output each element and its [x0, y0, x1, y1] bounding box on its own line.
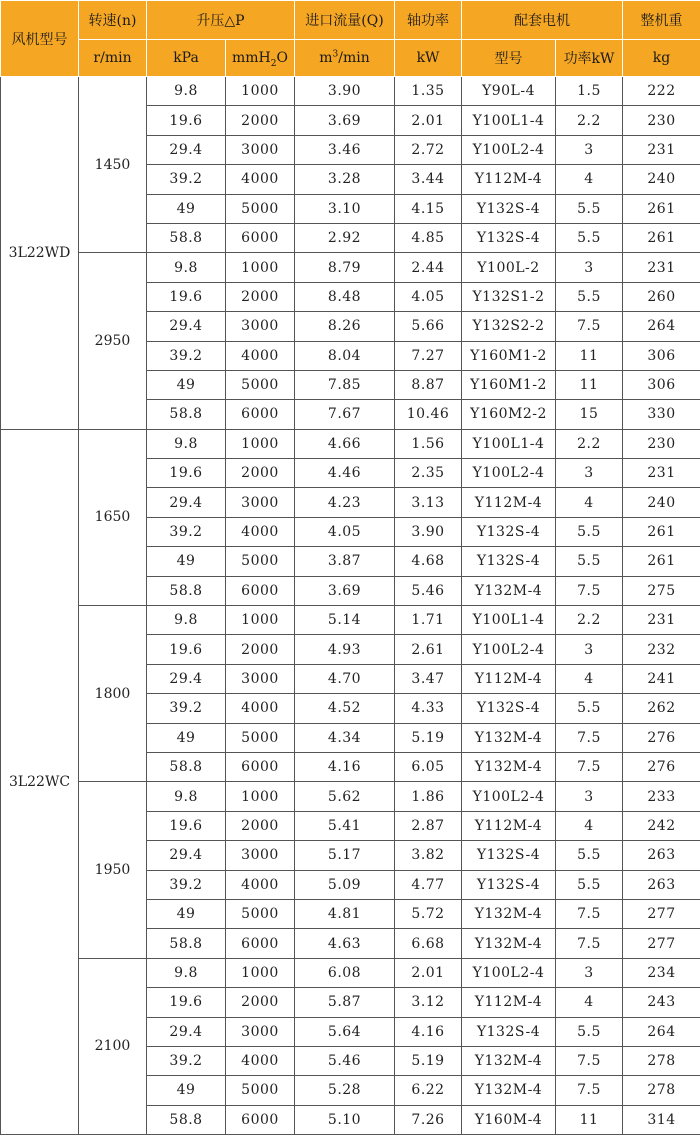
cell-kpa: 58.8: [147, 752, 226, 781]
cell-motor-power: 2.2: [556, 429, 623, 458]
cell-weight: 306: [623, 370, 700, 399]
cell-motor-power: 4: [556, 988, 623, 1017]
cell-kpa: 29.4: [147, 135, 226, 164]
cell-flow: 4.81: [295, 899, 395, 928]
header-motor-type: 型号: [462, 40, 556, 77]
table-row: [1, 782, 700, 811]
cell-weight: 261: [623, 194, 700, 223]
cell-shaft-power: 2.72: [395, 135, 462, 164]
header-mmh2o-unit: [226, 40, 295, 77]
cell-flow: 3.69: [295, 576, 395, 605]
cell-weight: 232: [623, 635, 700, 664]
cell-motor-power: 7.5: [556, 576, 623, 605]
cell-flow: 7.67: [295, 400, 395, 429]
cell-kpa: 19.6: [147, 459, 226, 488]
cell-flow: 6.08: [295, 958, 395, 987]
cell-motor-type: Y132M-4: [462, 1076, 556, 1105]
cell-shaft-power: 2.35: [395, 459, 462, 488]
cell-flow: 5.09: [295, 870, 395, 899]
cell-motor-type: Y100L1-4: [462, 606, 556, 635]
cell-flow: 4.93: [295, 635, 395, 664]
cell-shaft-power: 7.27: [395, 341, 462, 370]
cell-motor-power: 5.5: [556, 870, 623, 899]
cell-motor-power: 5.5: [556, 547, 623, 576]
table-header: [1, 1, 700, 77]
cell-shaft-power: 1.86: [395, 782, 462, 811]
cell-shaft-power: 3.44: [395, 165, 462, 194]
cell-kpa: 49: [147, 899, 226, 928]
cell-flow: 5.46: [295, 1046, 395, 1075]
cell-weight: 276: [623, 752, 700, 781]
cell-mmh2o: 3000: [226, 841, 295, 870]
cell-kpa: 58.8: [147, 1105, 226, 1134]
cell-motor-type: Y132M-4: [462, 576, 556, 605]
table-row: [1, 606, 700, 635]
cell-motor-type: Y132M-4: [462, 723, 556, 752]
cell-motor-power: 3: [556, 782, 623, 811]
cell-motor-type: Y100L2-4: [462, 135, 556, 164]
cell-motor-power: 2.2: [556, 606, 623, 635]
cell-weight: 233: [623, 782, 700, 811]
cell-weight: 314: [623, 1105, 700, 1134]
cell-shaft-power: 3.47: [395, 664, 462, 693]
cell-flow: 5.10: [295, 1105, 395, 1134]
cell-motor-type: Y132S-4: [462, 870, 556, 899]
table-row: [1, 77, 700, 106]
cell-shaft-power: 10.46: [395, 400, 462, 429]
cell-motor-type: Y112M-4: [462, 811, 556, 840]
header-pressure: 升压△P: [147, 1, 295, 40]
cell-flow: 5.28: [295, 1076, 395, 1105]
cell-mmh2o: 2000: [226, 988, 295, 1017]
cell-shaft-power: 4.85: [395, 223, 462, 252]
cell-weight: 242: [623, 811, 700, 840]
cell-flow: 5.64: [295, 1017, 395, 1046]
cell-fan-model: 3L22WD: [1, 77, 79, 430]
cell-mmh2o: 4000: [226, 694, 295, 723]
cell-shaft-power: 2.44: [395, 253, 462, 282]
cell-shaft-power: 4.33: [395, 694, 462, 723]
cell-kpa: 9.8: [147, 429, 226, 458]
cell-mmh2o: 5000: [226, 194, 295, 223]
cell-kpa: 39.2: [147, 341, 226, 370]
cell-shaft-power: 3.82: [395, 841, 462, 870]
cell-shaft-power: 6.68: [395, 929, 462, 958]
cell-mmh2o: 1000: [226, 429, 295, 458]
cell-motor-power: 7.5: [556, 899, 623, 928]
cell-motor-type: Y100L2-4: [462, 459, 556, 488]
cell-shaft-power: 6.22: [395, 1076, 462, 1105]
cell-kpa: 39.2: [147, 694, 226, 723]
cell-motor-type: Y100L-2: [462, 253, 556, 282]
cell-weight: 277: [623, 929, 700, 958]
cell-kpa: 19.6: [147, 988, 226, 1017]
header-motor: 配套电机: [462, 1, 623, 40]
cell-mmh2o: 4000: [226, 341, 295, 370]
cell-motor-type: Y112M-4: [462, 165, 556, 194]
cell-weight: 222: [623, 77, 700, 106]
cell-kpa: 58.8: [147, 400, 226, 429]
cell-flow: 4.23: [295, 488, 395, 517]
cell-speed: 1950: [79, 782, 147, 958]
cell-mmh2o: 6000: [226, 400, 295, 429]
header-speed: 转速(n): [79, 1, 147, 40]
cell-flow: 4.63: [295, 929, 395, 958]
cell-shaft-power: 4.77: [395, 870, 462, 899]
cell-weight: 278: [623, 1046, 700, 1075]
cell-motor-type: Y132S-4: [462, 1017, 556, 1046]
cell-motor-type: Y132M-4: [462, 1046, 556, 1075]
cell-motor-power: 11: [556, 1105, 623, 1134]
cell-motor-type: Y90L-4: [462, 77, 556, 106]
cell-motor-power: 4: [556, 165, 623, 194]
cell-motor-type: Y160M-4: [462, 1105, 556, 1134]
cell-flow: 4.16: [295, 752, 395, 781]
cell-weight: 230: [623, 429, 700, 458]
cell-motor-power: 7.5: [556, 752, 623, 781]
cell-motor-power: 2.2: [556, 106, 623, 135]
cell-kpa: 29.4: [147, 664, 226, 693]
cell-shaft-power: 7.26: [395, 1105, 462, 1134]
cell-mmh2o: 5000: [226, 370, 295, 399]
header-row-units: [1, 40, 700, 77]
cell-mmh2o: 1000: [226, 253, 295, 282]
cell-motor-power: 5.5: [556, 841, 623, 870]
cell-kpa: 49: [147, 1076, 226, 1105]
cell-shaft-power: 4.15: [395, 194, 462, 223]
header-kpa-unit: kPa: [147, 40, 226, 77]
cell-motor-power: 7.5: [556, 929, 623, 958]
cell-mmh2o: 2000: [226, 106, 295, 135]
cell-weight: 240: [623, 165, 700, 194]
cell-kpa: 19.6: [147, 635, 226, 664]
mmh2o-subscript: 2: [270, 58, 277, 69]
cell-flow: 3.10: [295, 194, 395, 223]
cell-motor-power: 3: [556, 635, 623, 664]
mmh2o-prefix: mmH: [232, 50, 271, 66]
cell-motor-power: 7.5: [556, 723, 623, 752]
header-weight: 整机重: [623, 1, 700, 40]
cell-weight: 261: [623, 223, 700, 252]
cell-mmh2o: 2000: [226, 459, 295, 488]
cell-motor-power: 3: [556, 253, 623, 282]
cell-motor-type: Y100L2-4: [462, 958, 556, 987]
cell-shaft-power: 1.56: [395, 429, 462, 458]
cell-motor-type: Y132S-4: [462, 517, 556, 546]
cell-kpa: 29.4: [147, 1017, 226, 1046]
cell-kpa: 39.2: [147, 517, 226, 546]
cell-flow: 4.46: [295, 459, 395, 488]
cell-kpa: 9.8: [147, 77, 226, 106]
cell-speed: 1650: [79, 429, 147, 605]
cell-motor-type: Y100L2-4: [462, 782, 556, 811]
cell-shaft-power: 3.12: [395, 988, 462, 1017]
cell-motor-type: Y132M-4: [462, 929, 556, 958]
flow-unit-suffix: /min: [338, 50, 370, 66]
cell-mmh2o: 5000: [226, 547, 295, 576]
cell-motor-type: Y132S-4: [462, 841, 556, 870]
cell-mmh2o: 6000: [226, 929, 295, 958]
cell-mmh2o: 3000: [226, 135, 295, 164]
cell-flow: 4.70: [295, 664, 395, 693]
cell-motor-power: 5.5: [556, 694, 623, 723]
cell-speed: 2950: [79, 253, 147, 429]
cell-mmh2o: 2000: [226, 282, 295, 311]
cell-mmh2o: 1000: [226, 958, 295, 987]
cell-mmh2o: 4000: [226, 165, 295, 194]
cell-weight: 231: [623, 253, 700, 282]
cell-weight: 306: [623, 341, 700, 370]
cell-weight: 276: [623, 723, 700, 752]
cell-kpa: 19.6: [147, 811, 226, 840]
cell-mmh2o: 4000: [226, 1046, 295, 1075]
cell-kpa: 9.8: [147, 253, 226, 282]
cell-shaft-power: 3.90: [395, 517, 462, 546]
cell-kpa: 9.8: [147, 958, 226, 987]
cell-motor-power: 3: [556, 459, 623, 488]
cell-shaft-power: 2.87: [395, 811, 462, 840]
cell-flow: 8.48: [295, 282, 395, 311]
flow-unit-prefix: m: [319, 50, 333, 66]
cell-mmh2o: 1000: [226, 606, 295, 635]
cell-shaft-power: 5.72: [395, 899, 462, 928]
cell-weight: 230: [623, 106, 700, 135]
table-row: [1, 253, 700, 282]
cell-motor-type: Y132S-4: [462, 194, 556, 223]
header-shaft-power: 轴功率: [395, 1, 462, 40]
cell-flow: 5.17: [295, 841, 395, 870]
cell-weight: 264: [623, 1017, 700, 1046]
cell-motor-power: 7.5: [556, 1076, 623, 1105]
cell-kpa: 29.4: [147, 841, 226, 870]
cell-weight: 263: [623, 870, 700, 899]
cell-motor-power: 11: [556, 370, 623, 399]
cell-kpa: 58.8: [147, 223, 226, 252]
cell-flow: 5.14: [295, 606, 395, 635]
cell-motor-power: 5.5: [556, 282, 623, 311]
cell-fan-model: 3L22WC: [1, 429, 79, 1134]
cell-weight: 262: [623, 694, 700, 723]
header-shaft-unit: kW: [395, 40, 462, 77]
cell-flow: 4.05: [295, 517, 395, 546]
cell-mmh2o: 2000: [226, 811, 295, 840]
cell-motor-power: 5.5: [556, 1017, 623, 1046]
cell-kpa: 49: [147, 370, 226, 399]
cell-motor-type: Y160M1-2: [462, 341, 556, 370]
cell-motor-type: Y132S-4: [462, 694, 556, 723]
cell-flow: 2.92: [295, 223, 395, 252]
cell-shaft-power: 1.71: [395, 606, 462, 635]
cell-weight: 231: [623, 606, 700, 635]
cell-shaft-power: 8.87: [395, 370, 462, 399]
cell-shaft-power: 5.19: [395, 1046, 462, 1075]
cell-mmh2o: 3000: [226, 488, 295, 517]
cell-speed: 2100: [79, 958, 147, 1134]
cell-flow: 3.46: [295, 135, 395, 164]
cell-flow: 3.87: [295, 547, 395, 576]
cell-motor-power: 7.5: [556, 312, 623, 341]
cell-shaft-power: 5.46: [395, 576, 462, 605]
cell-mmh2o: 6000: [226, 576, 295, 605]
cell-motor-power: 5.5: [556, 223, 623, 252]
cell-weight: 231: [623, 135, 700, 164]
cell-flow: 5.41: [295, 811, 395, 840]
cell-mmh2o: 6000: [226, 223, 295, 252]
header-speed-unit: r/min: [79, 40, 147, 77]
cell-flow: 8.04: [295, 341, 395, 370]
cell-flow: 3.28: [295, 165, 395, 194]
cell-kpa: 58.8: [147, 576, 226, 605]
cell-mmh2o: 6000: [226, 1105, 295, 1134]
cell-weight: 277: [623, 899, 700, 928]
cell-flow: 5.87: [295, 988, 395, 1017]
table-row: [1, 429, 700, 458]
cell-mmh2o: 5000: [226, 723, 295, 752]
cell-kpa: 39.2: [147, 1046, 226, 1075]
cell-kpa: 39.2: [147, 870, 226, 899]
cell-flow: 4.52: [295, 694, 395, 723]
cell-motor-type: Y132S-4: [462, 547, 556, 576]
cell-motor-power: 5.5: [556, 517, 623, 546]
cell-mmh2o: 4000: [226, 870, 295, 899]
cell-shaft-power: 3.13: [395, 488, 462, 517]
cell-flow: 4.66: [295, 429, 395, 458]
cell-motor-power: 11: [556, 341, 623, 370]
cell-motor-power: 1.5: [556, 77, 623, 106]
cell-mmh2o: 6000: [226, 752, 295, 781]
cell-kpa: 9.8: [147, 606, 226, 635]
cell-mmh2o: 2000: [226, 635, 295, 664]
cell-shaft-power: 5.19: [395, 723, 462, 752]
cell-motor-power: 3: [556, 135, 623, 164]
cell-flow: 4.34: [295, 723, 395, 752]
cell-weight: 275: [623, 576, 700, 605]
cell-shaft-power: 5.66: [395, 312, 462, 341]
cell-mmh2o: 3000: [226, 1017, 295, 1046]
header-row-top: [1, 1, 700, 40]
cell-flow: 8.79: [295, 253, 395, 282]
table-body: [1, 77, 700, 1135]
header-flow-unit: [295, 40, 395, 77]
cell-motor-power: 4: [556, 811, 623, 840]
cell-weight: 264: [623, 312, 700, 341]
cell-weight: 243: [623, 988, 700, 1017]
cell-motor-power: 7.5: [556, 1046, 623, 1075]
cell-kpa: 29.4: [147, 488, 226, 517]
cell-mmh2o: 5000: [226, 1076, 295, 1105]
cell-weight: 263: [623, 841, 700, 870]
cell-weight: 261: [623, 517, 700, 546]
cell-motor-type: Y100L1-4: [462, 429, 556, 458]
cell-motor-type: Y160M2-2: [462, 400, 556, 429]
cell-weight: 241: [623, 664, 700, 693]
cell-motor-type: Y132M-4: [462, 899, 556, 928]
cell-kpa: 49: [147, 723, 226, 752]
cell-motor-power: 4: [556, 664, 623, 693]
cell-speed: 1450: [79, 77, 147, 253]
cell-shaft-power: 2.01: [395, 958, 462, 987]
cell-shaft-power: 2.61: [395, 635, 462, 664]
cell-motor-type: Y160M1-2: [462, 370, 556, 399]
cell-motor-type: Y132S-4: [462, 223, 556, 252]
cell-motor-power: 4: [556, 488, 623, 517]
cell-shaft-power: 4.16: [395, 1017, 462, 1046]
cell-mmh2o: 1000: [226, 782, 295, 811]
cell-kpa: 19.6: [147, 106, 226, 135]
cell-mmh2o: 1000: [226, 77, 295, 106]
cell-weight: 234: [623, 958, 700, 987]
cell-motor-type: Y112M-4: [462, 488, 556, 517]
cell-weight: 260: [623, 282, 700, 311]
cell-motor-power: 3: [556, 958, 623, 987]
cell-weight: 261: [623, 547, 700, 576]
header-motor-power: 功率kW: [556, 40, 623, 77]
cell-shaft-power: 6.05: [395, 752, 462, 781]
cell-flow: 3.69: [295, 106, 395, 135]
cell-motor-power: 15: [556, 400, 623, 429]
header-weight-unit: kg: [623, 40, 700, 77]
cell-flow: 7.85: [295, 370, 395, 399]
flow-unit-superscript: 3: [332, 49, 339, 60]
cell-weight: 240: [623, 488, 700, 517]
cell-mmh2o: 4000: [226, 517, 295, 546]
cell-weight: 231: [623, 459, 700, 488]
cell-kpa: 19.6: [147, 282, 226, 311]
header-fan-model: 风机型号: [1, 1, 79, 77]
mmh2o-suffix: O: [276, 50, 288, 66]
cell-motor-type: Y132S2-2: [462, 312, 556, 341]
cell-weight: 278: [623, 1076, 700, 1105]
cell-shaft-power: 4.05: [395, 282, 462, 311]
cell-motor-type: Y112M-4: [462, 988, 556, 1017]
cell-motor-power: 5.5: [556, 194, 623, 223]
cell-kpa: 29.4: [147, 312, 226, 341]
cell-motor-type: Y100L2-4: [462, 635, 556, 664]
cell-kpa: 9.8: [147, 782, 226, 811]
cell-flow: 5.62: [295, 782, 395, 811]
cell-shaft-power: 2.01: [395, 106, 462, 135]
cell-flow: 3.90: [295, 77, 395, 106]
cell-kpa: 39.2: [147, 165, 226, 194]
cell-flow: 8.26: [295, 312, 395, 341]
cell-weight: 330: [623, 400, 700, 429]
cell-shaft-power: 4.68: [395, 547, 462, 576]
cell-kpa: 49: [147, 547, 226, 576]
cell-shaft-power: 1.35: [395, 77, 462, 106]
cell-motor-type: Y132M-4: [462, 752, 556, 781]
table-row: [1, 958, 700, 987]
header-flow: 进口流量(Q): [295, 1, 395, 40]
cell-mmh2o: 5000: [226, 899, 295, 928]
cell-motor-type: Y132S1-2: [462, 282, 556, 311]
cell-kpa: 49: [147, 194, 226, 223]
cell-motor-type: Y100L1-4: [462, 106, 556, 135]
cell-speed: 1800: [79, 606, 147, 782]
cell-mmh2o: 3000: [226, 664, 295, 693]
cell-motor-type: Y112M-4: [462, 664, 556, 693]
cell-kpa: 58.8: [147, 929, 226, 958]
cell-mmh2o: 3000: [226, 312, 295, 341]
